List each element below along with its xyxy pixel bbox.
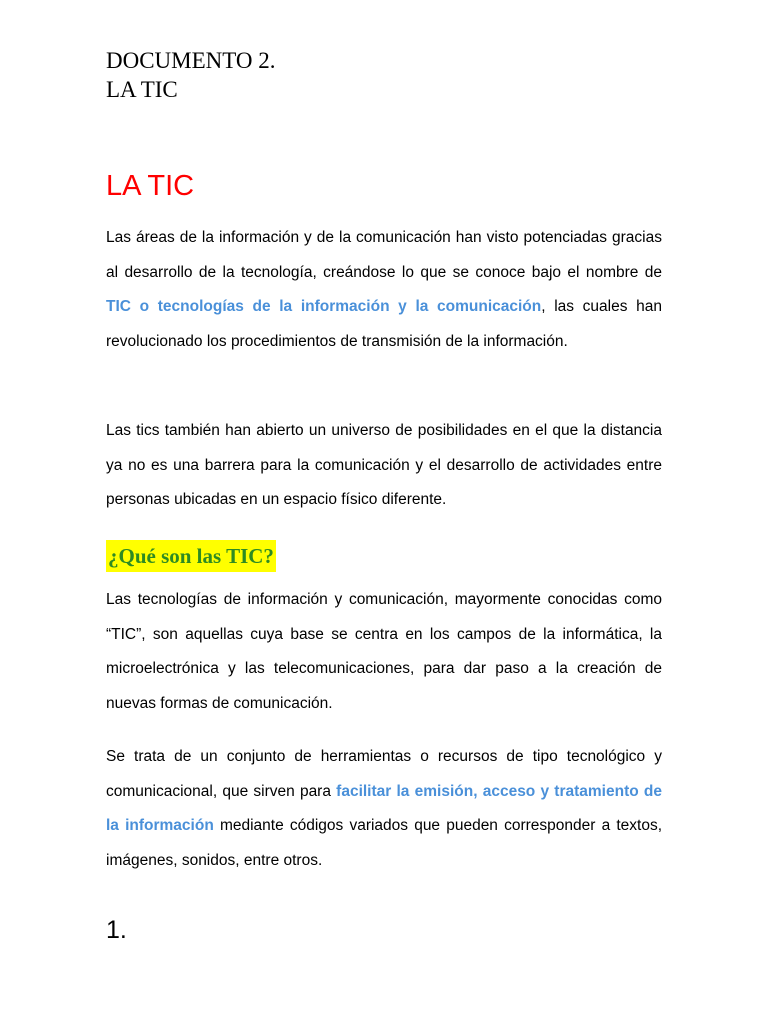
highlight-information-handling: facilitar la emisión, acceso y tratamiento de la información [106, 782, 662, 834]
highlight-tic-definition: TIC o tecnologías de la información y la comunicación [106, 298, 542, 315]
paragraph-intro [106, 221, 662, 359]
section-heading-what-are-tic: ¿Qué son las TIC? [106, 540, 276, 572]
document-number: DOCUMENTO 2. [106, 48, 276, 73]
paragraph-tools-text-1: Se trata de un conjunto de herramientas o recursos de tipo tecnológico y comunicacional, que sirven para [106, 748, 662, 800]
paragraph-intro-text-2: , las cuales han revolucionado los procedimientos de transmisión de la información. [106, 298, 662, 350]
paragraph-tools [106, 740, 662, 878]
list-number: 1. [106, 916, 127, 944]
main-title: LA TIC [106, 170, 195, 202]
paragraph-definition: Las tecnologías de información y comunicación, mayormente conocidas como “TIC”, son aquellas cuya base se centra en los campos de la informática, la microelectrónica y las telecomunicaciones, para dar paso a la creación de nuevas formas de comunicación. [106, 591, 662, 712]
document-subtitle: LA TIC [106, 77, 178, 102]
document-header [106, 46, 276, 104]
paragraph-possibilities: Las tics también han abierto un universo de posibilidades en el que la distancia ya no es una barrera para la comunicación y el desarrollo de actividades entre personas ubicadas en un espacio físico diferente. [106, 422, 662, 508]
paragraph-tools-text-2: mediante códigos variados que pueden corresponder a textos, imágenes, sonidos, entre otros. [106, 817, 663, 869]
paragraph-intro-text-1: Las áreas de la información y de la comunicación han visto potenciadas gracias al desarrollo de la tecnología, creándose lo que se conoce bajo el nombre de [106, 229, 662, 281]
